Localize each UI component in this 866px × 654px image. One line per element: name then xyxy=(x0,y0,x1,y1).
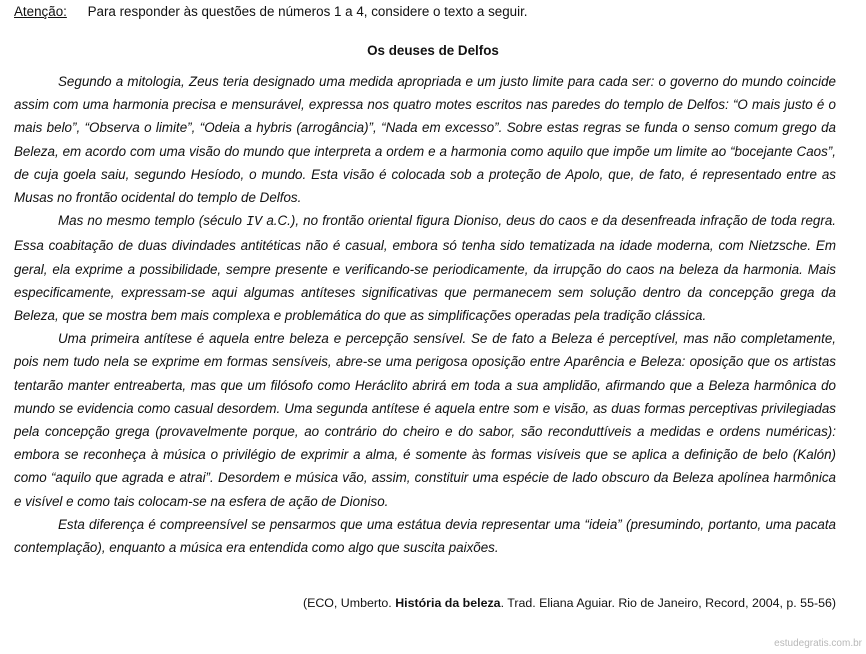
citation-details: . Trad. Eliana Aguiar. Rio de Janeiro, Record, 2004, p. 55-56) xyxy=(500,596,836,610)
text-title: Os deuses de Delfos xyxy=(367,43,499,58)
source-citation xyxy=(303,595,836,611)
reading-text xyxy=(14,70,836,559)
paragraph-4: Esta diferença é compreensível se pensarmos que uma estátua devia representar uma “ideia” (presumindo, portanto, uma pacata contemplação), enquanto a música era entendida como algo que suscita paixões. xyxy=(14,516,836,556)
attention-label: Atenção: xyxy=(14,4,67,19)
roman-numeral-century: IV xyxy=(246,215,263,231)
site-watermark: estudegratis.com.br xyxy=(774,638,862,649)
paragraph-2-rest: a.C.), no frontão oriental figura Dioniso, deus do caos e da desenfreada infração de toda regra. Essa coabitação de duas divindades antitéticas não é casual, embora só tenha sido tematizada na idade moderna, com Nietzsche. Em geral, ela exprime a possibilidade, sempre presente e verificando-se periodicamente, da irrupção do caos na beleza da harmonia. Mais especificamente, expressam-se aqui algumas antíteses significativas que permanecem sem solução dentro da concepção grega da Beleza, que se mostra bem mais complexa e problemática do que as simplificações operadas pela tradição clássica. xyxy=(14,213,836,324)
paragraph-2-start: Mas no mesmo templo (século xyxy=(58,213,247,229)
citation-book-title: História da beleza xyxy=(395,596,501,610)
paragraph-1: Segundo a mitologia, Zeus teria designado uma medida apropriada e um justo limite para cada ser: o governo do mundo coincide assim com uma harmonia precisa e mensurável, expressa nos quatro motes escritos nas paredes do templo de Delfos: “O mais justo é o mais belo”, “Observa o limite”, “Odeia a hybris (arrogância)”, “Nada em excesso”. Sobre estas regras se funda o senso comum grego da Beleza, em acordo com uma visão do mundo que interpreta a ordem e a harmonia como aquilo que impõe um limite ao “bocejante Caos”, de cuja goela saiu, segundo Hesíodo, o mundo. Esta visão é colocada sob a proteção de Apolo, que, de fato, é representado entre as Musas no frontão ocidental do templo de Delfos. xyxy=(14,74,836,206)
citation-author: (ECO, Umberto. xyxy=(302,596,396,610)
attention-text: Para responder às questões de números 1 a 4, considere o texto a seguir. xyxy=(87,4,528,19)
paragraph-2 xyxy=(14,209,836,327)
paragraph-3: Uma primeira antítese é aquela entre beleza e percepção sensível. Se de fato a Beleza é perceptível, mas não completamente, pois nem tudo nela se exprime em formas sensíveis, abre-se uma perigosa oposição entre Aparência e Beleza: oposição que os artistas tentarão manter entreaberta, mas que um filósofo como Heráclito abrirá em toda a sua amplidão, afirmando que a Beleza harmônica do mundo se evidencia como casual desordem. Uma segunda antítese é aquela entre som e visão, as duas formas perceptivas privilegiadas pela concepção grega (provavelmente porque, ao contrário do cheiro e do sabor, são reconduttíveis a medidas e ordens numéricas): embora se reconheça à música o privilégio de exprimir a alma, é somente às formas visíveis que se aplica a definição de belo (Kalón) como “aquilo que agrada e atrai”. Desordem e música vão, assim, constituir uma espécie de lado obscuro da Beleza apolínea harmônica e visível e como tais colocam-se na esfera de ação de Dioniso. xyxy=(14,331,836,509)
attention-instruction xyxy=(14,4,528,20)
